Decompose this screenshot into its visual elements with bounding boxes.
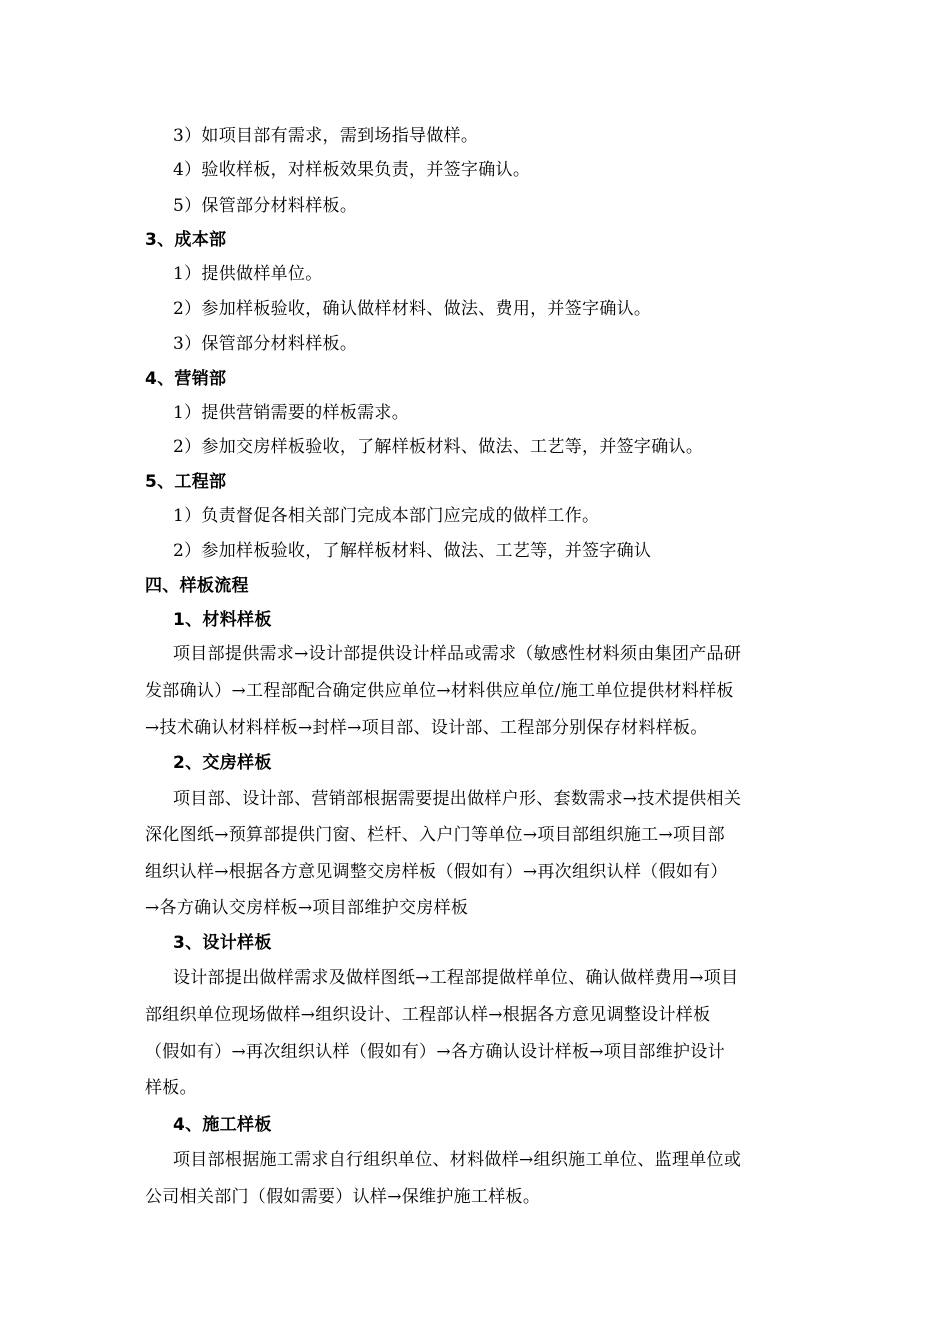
paragraph-line: 项目部、设计部、营销部根据需要提出做样户形、套数需求→技术提供相关 [173, 789, 742, 809]
subsection-heading: 3、设计样板 [173, 933, 272, 953]
list-item: 3）如项目部有需求，需到场指导做样。 [173, 126, 479, 146]
paragraph-line: （假如有）→再次组织认样（假如有）→各方确认设计样板→项目部维护设计 [145, 1042, 725, 1062]
paragraph-line: 发部确认）→工程部配合确定供应单位→材料供应单位/施工单位提供材料样板 [145, 681, 734, 701]
paragraph-line: 深化图纸→预算部提供门窗、栏杆、入户门等单位→项目部组织施工→项目部 [145, 825, 725, 845]
subsection-heading: 2、交房样板 [173, 753, 272, 773]
paragraph-line: 组织认样→根据各方意见调整交房样板（假如有）→再次组织认样（假如有） [145, 862, 728, 882]
list-item: 1）提供做样单位。 [173, 264, 323, 284]
list-item: 4）验收样板，对样板效果负责，并签字确认。 [173, 160, 531, 180]
paragraph-line: 公司相关部门（假如需要）认样→保维护施工样板。 [145, 1187, 541, 1207]
list-item: 1）提供营销需要的样板需求。 [173, 403, 410, 423]
section-heading: 4、营销部 [145, 369, 227, 389]
section-heading: 5、工程部 [145, 472, 227, 492]
subsection-heading: 4、施工样板 [173, 1115, 272, 1135]
section-heading: 3、成本部 [145, 230, 227, 250]
paragraph-line: 项目部提供需求→设计部提供设计样品或需求（敏感性材料须由集团产品研 [173, 644, 742, 664]
list-item: 2）参加样板验收，了解样板材料、做法、工艺等，并签字确认 [173, 541, 652, 561]
paragraph-line: 部组织单位现场做样→组织设计、工程部认样→根据各方意见调整设计样板 [145, 1005, 711, 1025]
chapter-heading: 四、样板流程 [145, 576, 249, 596]
paragraph-line: 项目部根据施工需求自行组织单位、材料做样→组织施工单位、监理单位或 [173, 1150, 742, 1170]
list-item: 2）参加样板验收，确认做样材料、做法、费用，并签字确认。 [173, 299, 652, 319]
list-item: 1）负责督促各相关部门完成本部门应完成的做样工作。 [173, 506, 600, 526]
paragraph-line: 设计部提出做样需求及做样图纸→工程部提做样单位、确认做样费用→项目 [173, 968, 739, 988]
list-item: 3）保管部分材料样板。 [173, 334, 358, 354]
list-item: 2）参加交房样板验收，了解样板材料、做法、工艺等，并签字确认。 [173, 437, 704, 457]
paragraph-line: →各方确认交房样板→项目部维护交房样板 [145, 898, 469, 918]
subsection-heading: 1、材料样板 [173, 610, 272, 630]
list-item: 5）保管部分材料样板。 [173, 196, 358, 216]
paragraph-line: 样板。 [145, 1078, 197, 1098]
paragraph-line: →技术确认材料样板→封样→项目部、设计部、工程部分别保存材料样板。 [145, 718, 708, 738]
